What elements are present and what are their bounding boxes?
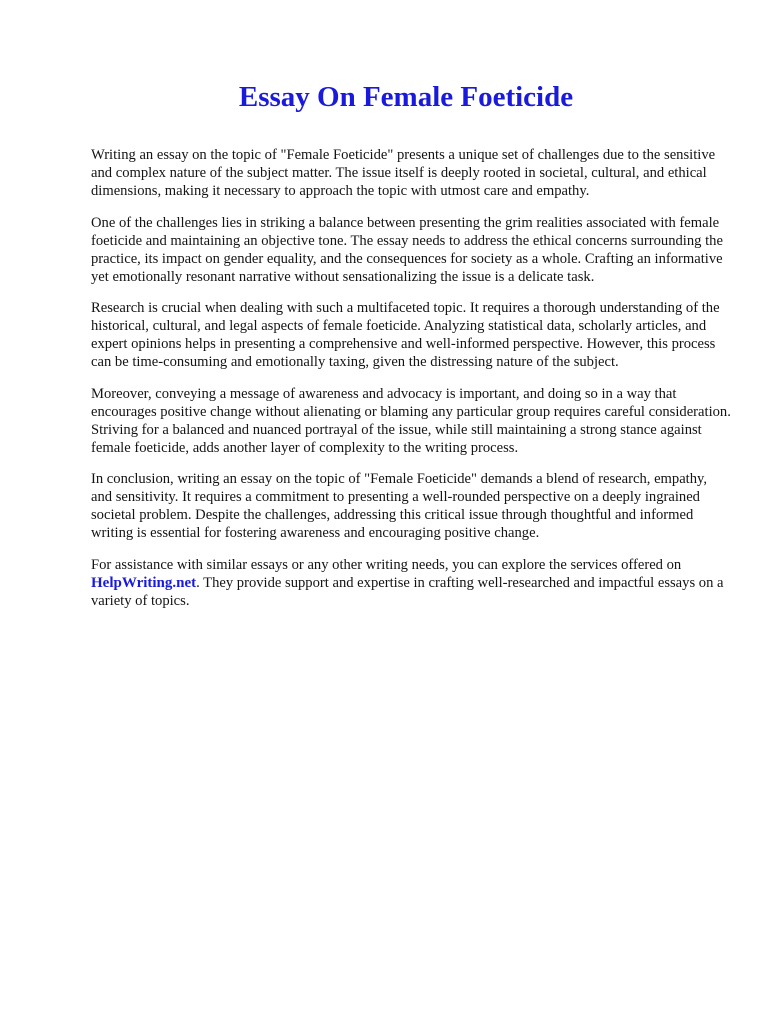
document-body: [91, 146, 731, 623]
closing-paragraph: [91, 556, 731, 610]
paragraph-4: Moreover, conveying a message of awareness and advocacy is important, and doing so in a way that encourages positive change without alienating or blaming any particular group requires careful consideration. Striving for a balanced and nuanced portrayal of the issue, while still maintaining a strong stance against female foeticide, adds another layer of complexity to the writing process.: [91, 385, 731, 456]
closing-text-after-link: . They provide support and expertise in crafting well-researched and impactful essays on a variety of topics.: [91, 574, 724, 609]
paragraph-3: Research is crucial when dealing with such a multifaceted topic. It requires a thorough understanding of the historical, cultural, and legal aspects of female foeticide. Analyzing statistical data, scholarly articles, and expert opinions helps in presenting a comprehensive and well-informed perspective. However, this process can be time-consuming and emotionally taxing, given the distressing nature of the subject.: [91, 300, 720, 370]
document-title: Essay On Female Foeticide: [238, 81, 574, 113]
paragraph-1: Writing an essay on the topic of "Female Foeticide" presents a unique set of challenges due to the sensitive and complex nature of the subject matter. The issue itself is deeply rooted in societal, cultural, and ethical dimensions, making it necessary to approach the topic with utmost care and empathy.: [91, 147, 716, 199]
closing-text-before-link: For assistance with similar essays or any other writing needs, you can explore the services offered on: [91, 556, 682, 573]
paragraph-2: One of the challenges lies in striking a balance between presenting the grim realities associated with female foeticide and maintaining an objective tone. The essay needs to address the ethical concerns surrounding the practice, its impact on gender equality, and the consequences for society as a whole. Crafting an informative yet emotionally resonant narrative without sensationalizing the issue is a delicate task.: [91, 214, 723, 285]
helpwriting-link[interactable]: HelpWriting.net: [91, 574, 197, 591]
paragraph-5: In conclusion, writing an essay on the topic of "Female Foeticide" demands a blend of research, empathy, and sensitivity. It requires a commitment to presenting a well-rounded perspective on a deeply ingrained societal problem. Despite the challenges, addressing this critical issue through thoughtful and informed writing is essential for fostering awareness and encouraging positive change.: [91, 471, 708, 541]
